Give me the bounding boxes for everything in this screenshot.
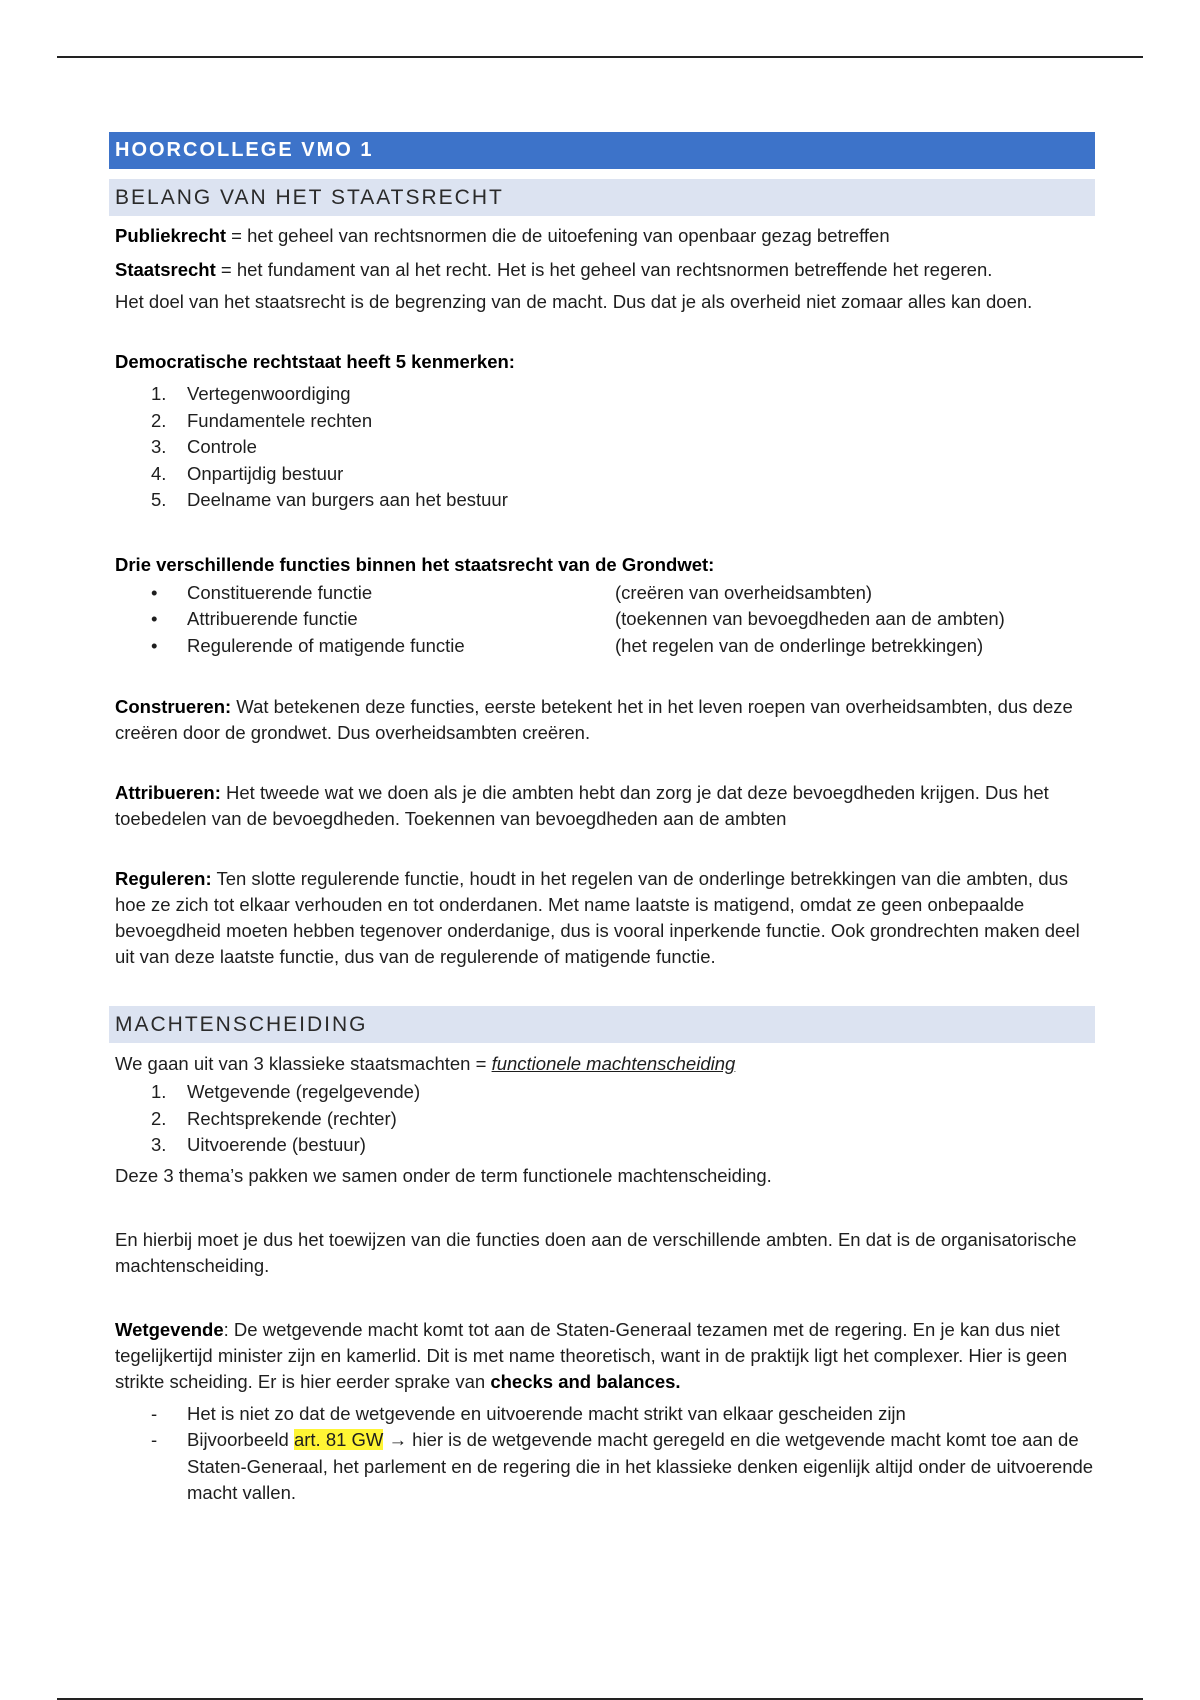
- functie-desc: (creëren van overheidsambten): [615, 581, 873, 603]
- construeren-text: Wat betekenen deze functies, eerste betekent het in het leven roepen van overheidsambten, dus deze creëren door de grondwet. Dus overheidsambten creëren.: [115, 696, 1073, 743]
- wetgevende-text: : De wetgevende macht komt tot aan de Staten-Generaal tezamen met de regering. En je kan dus niet tegelijkertijd minister zijn en kamerlid. Dit is met name theoretisch, want in de praktijk ligt het complexer. Hier is geen strikte scheiding. Er is hier eerder sprake van: [115, 1318, 1068, 1392]
- bullet-icon: [151, 606, 187, 633]
- highlighted-article: art. 81 GW: [293, 1429, 384, 1450]
- list-text: Rechtsprekende (rechter): [187, 1107, 397, 1129]
- list-number: 5.: [151, 489, 167, 510]
- heading-belang: BELANG VAN HET STAATSRECHT: [109, 179, 1095, 216]
- reguleren-paragraph: [109, 866, 1095, 970]
- staatsrecht-definition: [109, 257, 1095, 283]
- list-text: Het is niet zo dat de wetgevende en uitvoerende macht strikt van elkaar gescheiden zijn: [187, 1402, 906, 1424]
- top-rule: [57, 56, 1143, 58]
- list-number: 1.: [151, 1081, 167, 1102]
- list-item: [151, 1427, 1095, 1507]
- reguleren-term: Reguleren:: [115, 868, 212, 889]
- doel-paragraph: Het doel van het staatsrecht is de begrenzing van de macht. Dus dat je als overheid niet zomaar alles kan doen.: [115, 291, 1033, 312]
- list-text: Fundamentele rechten: [187, 409, 373, 431]
- wetgevende-dash-list: [109, 1401, 1095, 1507]
- list-text: Vertegenwoordiging: [187, 383, 351, 404]
- dash-marker: [151, 1427, 187, 1507]
- publiekrecht-definition: [109, 223, 1095, 249]
- bullet-icon: [151, 633, 187, 660]
- macht-intro-text: We gaan uit van 3 klassieke staatsmachten =: [115, 1053, 492, 1074]
- list-item: [151, 434, 1095, 461]
- list-text: Uitvoerende (bestuur): [187, 1134, 366, 1155]
- bullet-icon: [151, 580, 187, 607]
- list-text: [187, 1427, 1095, 1507]
- bottom-rule: [57, 1698, 1143, 1700]
- attribueren-text: Het tweede wat we doen als je die ambten hebt dan zorg je dat deze bevoegdheden krijgen. Dus het toebedelen van de bevoegdheden. Toekennen van bevoegdheden aan de ambten: [115, 782, 1049, 829]
- organisatorisch-paragraph: En hierbij moet je dus het toewijzen van die functies doen aan de verschillende ambten. En dat is de organisatorische machtenscheiding.: [115, 1228, 1077, 1276]
- macht-intro: [109, 1051, 1095, 1077]
- list-item: [151, 606, 1095, 633]
- staatsrecht-term: Staatsrecht: [115, 259, 216, 280]
- attribueren-paragraph: [109, 780, 1095, 832]
- list-number: 3.: [151, 1134, 167, 1155]
- publiekrecht-term: Publiekrecht: [115, 225, 227, 246]
- machten-list: [109, 1079, 1095, 1159]
- dash-marker: [151, 1401, 187, 1428]
- attribueren-term: Attribueren:: [115, 782, 221, 803]
- list-item: [151, 580, 1095, 607]
- list-number: 3.: [151, 436, 167, 457]
- functies-list: [109, 580, 1095, 660]
- dash2-post: → hier is de wetgevende macht geregeld en die wetgevende macht komt toe aan de Staten-Generaal, het parlement en de regering die in het klassieke denken eigenlijk altijd onder de uitvoerende macht vallen.: [187, 1429, 1094, 1503]
- functie-name: Constituerende functie: [187, 581, 373, 603]
- heading-machtenscheiding: MACHTENSCHEIDING: [109, 1006, 1095, 1043]
- wetgevende-paragraph: [109, 1317, 1095, 1395]
- dash2-pre: Bijvoorbeeld: [187, 1429, 294, 1450]
- list-item: [151, 1079, 1095, 1106]
- construeren-term: Construeren:: [115, 696, 232, 717]
- staatsrecht-text: = het fundament van al het recht. Het is het geheel van rechtsnormen betreffende het regeren.: [215, 259, 993, 280]
- functionele-machtenscheiding-term: functionele machtenscheiding: [491, 1053, 736, 1074]
- publiekrecht-text: = het geheel van rechtsnormen die de uitoefening van openbaar gezag betreffen: [226, 225, 890, 246]
- list-text: Controle: [187, 436, 257, 457]
- list-item: [151, 381, 1095, 408]
- themas-paragraph: Deze 3 thema’s pakken we samen onder de term functionele machtenscheiding.: [115, 1164, 772, 1186]
- checks-and-balances: checks and balances.: [490, 1370, 681, 1392]
- wetgevende-term: Wetgevende: [115, 1318, 224, 1340]
- list-item: [151, 487, 1095, 514]
- construeren-paragraph: [109, 694, 1095, 746]
- heading-hoorcollege: HOORCOLLEGE VMO 1: [109, 132, 1095, 169]
- list-item: [151, 633, 1095, 660]
- list-text: Deelname van burgers aan het bestuur: [187, 489, 508, 510]
- list-item: [151, 1106, 1095, 1133]
- list-number: 2.: [151, 1107, 167, 1129]
- list-item: [151, 1401, 1095, 1428]
- document-body: [109, 132, 1095, 1507]
- functies-title-text: Drie verschillende functies binnen het staatsrecht van de Grondwet:: [115, 553, 715, 575]
- list-text: Onpartijdig bestuur: [187, 462, 344, 484]
- functies-title: [109, 552, 1095, 578]
- reguleren-text: Ten slotte regulerende functie, houdt in het regelen van de onderlinge betrekkingen van die ambten, dus hoe ze zich tot elkaar verhouden en tot onderdanen. Met name laatste is matigend, omdat ze geen onbepaalde bevoegdheid moeten hebben tegenover onderdanige, dus is vooral inperkende functie. Ook grondrechten maken deel uit van deze laatste functie, dus van de regulerende of matigende functie.: [115, 868, 1080, 967]
- functie-name: Attribuerende functie: [187, 608, 358, 629]
- kenmerken-title: [109, 349, 1095, 375]
- functie-name: Regulerende of matigende functie: [187, 634, 465, 656]
- list-item: [151, 408, 1095, 435]
- list-item: [151, 461, 1095, 488]
- list-number: 1.: [151, 383, 167, 404]
- list-number: 2.: [151, 409, 167, 431]
- functie-desc: (het regelen van de onderlinge betrekkingen): [615, 634, 984, 656]
- list-number: 4.: [151, 462, 167, 484]
- list-text: Wetgevende (regelgevende): [187, 1081, 421, 1102]
- functie-desc: (toekennen van bevoegdheden aan de ambten): [615, 608, 1005, 629]
- kenmerken-title-text: Democratische rechtstaat heeft 5 kenmerken:: [115, 351, 515, 372]
- list-item: [151, 1132, 1095, 1159]
- kenmerken-list: [109, 381, 1095, 514]
